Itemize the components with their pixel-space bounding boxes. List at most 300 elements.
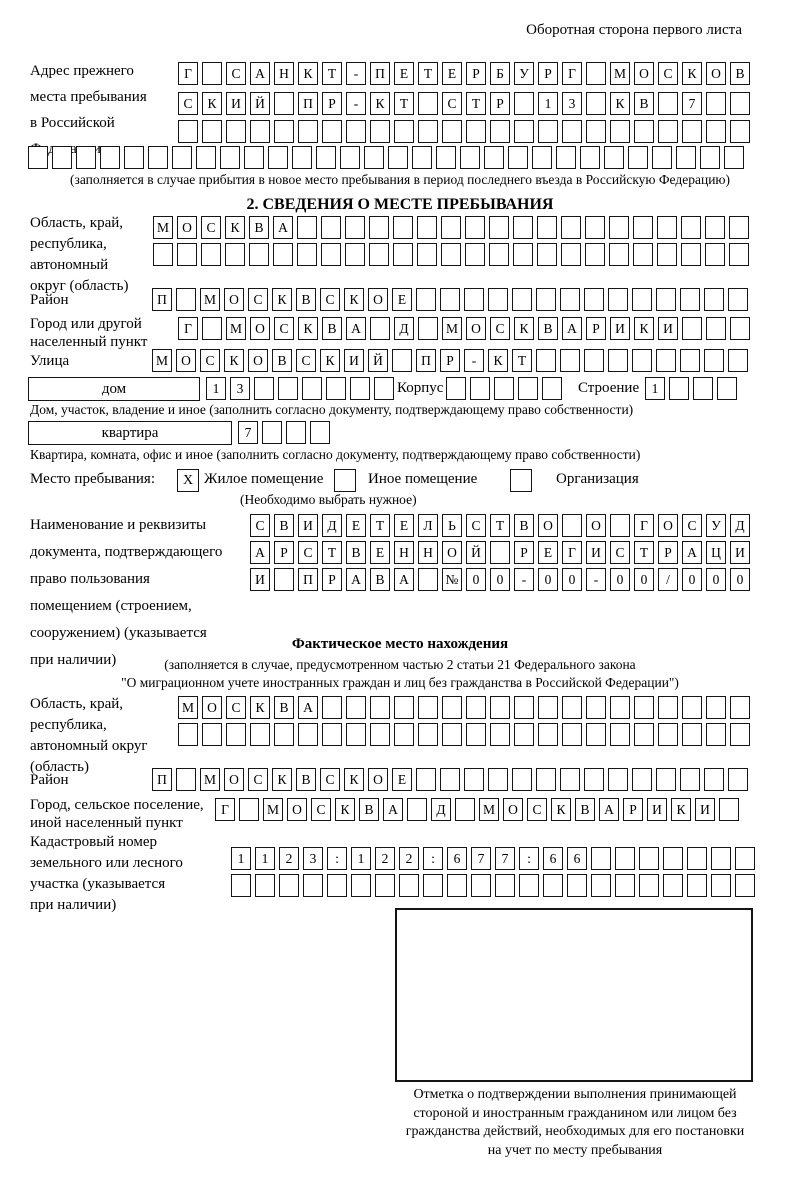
char-cell: А <box>599 798 619 821</box>
char-cell: Т <box>394 92 414 115</box>
char-cell: У <box>706 514 726 537</box>
street-label: Улица <box>30 353 70 369</box>
char-cell: 1 <box>351 847 371 870</box>
char-cell: М <box>152 349 172 372</box>
label-line: республика, <box>30 236 107 252</box>
char-cell <box>610 696 630 719</box>
char-cell <box>658 120 678 143</box>
char-cell <box>634 696 654 719</box>
char-cell: П <box>152 288 172 311</box>
char-cell <box>418 120 438 143</box>
label-line: при наличии) <box>30 652 117 668</box>
char-cell <box>327 874 347 897</box>
char-cell <box>706 120 726 143</box>
city-row <box>178 317 754 340</box>
char-cell: К <box>335 798 355 821</box>
char-cell <box>608 288 628 311</box>
char-cell <box>567 874 587 897</box>
char-cell <box>711 874 731 897</box>
char-cell <box>536 768 556 791</box>
char-cell <box>585 243 605 266</box>
char-cell <box>278 377 298 400</box>
char-cell <box>225 243 245 266</box>
char-cell: : <box>519 847 539 870</box>
document-row-1 <box>250 514 754 537</box>
char-cell <box>658 92 678 115</box>
char-cell <box>394 696 414 719</box>
char-cell <box>202 120 222 143</box>
char-cell <box>460 146 480 169</box>
char-cell: В <box>346 541 366 564</box>
char-cell: Р <box>514 541 534 564</box>
char-cell: К <box>320 349 340 372</box>
char-cell <box>250 120 270 143</box>
char-cell: А <box>298 696 318 719</box>
char-cell <box>350 377 370 400</box>
char-cell <box>303 874 323 897</box>
label-line: стороной и иностранным гражданином или лицом без <box>413 1105 737 1121</box>
char-cell: О <box>586 514 606 537</box>
char-cell <box>632 768 652 791</box>
char-cell <box>700 146 720 169</box>
label-line: Отметка о подтверждении выполнения принимающей <box>413 1087 737 1102</box>
char-cell: К <box>250 696 270 719</box>
char-cell: В <box>514 514 534 537</box>
char-cell <box>416 768 436 791</box>
char-cell <box>28 146 48 169</box>
char-cell <box>442 120 462 143</box>
region-row-2 <box>153 243 753 266</box>
char-cell <box>441 216 461 239</box>
char-cell <box>730 723 750 746</box>
char-cell: И <box>298 514 318 537</box>
actual-district-row <box>152 768 752 791</box>
char-cell: А <box>250 541 270 564</box>
char-cell: Н <box>274 62 294 85</box>
char-cell <box>375 874 395 897</box>
char-cell: / <box>658 568 678 591</box>
char-cell: К <box>671 798 691 821</box>
document-row-2 <box>250 541 754 564</box>
char-cell: О <box>634 62 654 85</box>
char-cell <box>202 317 222 340</box>
char-cell: 1 <box>255 847 275 870</box>
char-cell: Т <box>322 541 342 564</box>
char-cell: - <box>346 62 366 85</box>
char-cell <box>231 874 251 897</box>
page-side-note: Оборотная сторона первого листа <box>526 22 742 38</box>
char-cell <box>279 874 299 897</box>
char-cell <box>440 768 460 791</box>
char-cell <box>542 377 562 400</box>
region-row-1 <box>153 216 753 239</box>
char-cell: К <box>610 92 630 115</box>
char-cell: № <box>442 568 462 591</box>
char-cell <box>561 216 581 239</box>
char-cell: К <box>272 768 292 791</box>
char-cell: К <box>551 798 571 821</box>
char-cell <box>580 146 600 169</box>
char-cell: В <box>296 768 316 791</box>
char-cell: П <box>416 349 436 372</box>
char-cell: 7 <box>238 421 258 444</box>
char-cell <box>711 847 731 870</box>
char-cell <box>706 696 726 719</box>
char-cell: О <box>538 514 558 537</box>
char-cell <box>202 62 222 85</box>
char-cell <box>244 146 264 169</box>
char-cell <box>518 377 538 400</box>
char-cell <box>268 146 288 169</box>
char-cell <box>153 243 173 266</box>
char-cell: Н <box>418 541 438 564</box>
label-line: Город, сельское поселение, <box>30 797 204 813</box>
actual-region-row-1 <box>178 696 754 719</box>
char-cell <box>286 421 306 444</box>
char-cell <box>466 120 486 143</box>
char-cell: Р <box>466 62 486 85</box>
char-cell <box>455 798 475 821</box>
char-cell <box>255 874 275 897</box>
char-cell: А <box>394 568 414 591</box>
char-cell: Й <box>368 349 388 372</box>
char-cell <box>719 798 739 821</box>
label-line: гражданства действий, необходимых для его постановки <box>405 1124 745 1139</box>
char-cell <box>634 120 654 143</box>
char-cell <box>610 723 630 746</box>
char-cell <box>407 798 427 821</box>
char-cell <box>201 243 221 266</box>
char-cell: Е <box>538 541 558 564</box>
prev-address-row-4 <box>28 146 748 169</box>
char-cell <box>728 349 748 372</box>
char-cell <box>196 146 216 169</box>
char-cell <box>470 377 490 400</box>
char-cell: Б <box>490 62 510 85</box>
char-cell: Н <box>394 541 414 564</box>
char-cell: А <box>346 568 366 591</box>
char-cell: К <box>225 216 245 239</box>
char-cell <box>730 92 750 115</box>
char-cell <box>560 768 580 791</box>
char-cell <box>351 874 371 897</box>
char-cell <box>656 768 676 791</box>
char-cell <box>706 317 726 340</box>
char-cell <box>346 120 366 143</box>
organization-checkbox <box>510 469 532 492</box>
char-cell <box>298 723 318 746</box>
char-cell <box>412 146 432 169</box>
cadastral-label <box>30 832 183 916</box>
char-cell: М <box>479 798 499 821</box>
label-line: автономный округ <box>30 738 148 754</box>
char-cell: С <box>250 514 270 537</box>
char-cell: В <box>274 514 294 537</box>
actual-city-row <box>215 798 743 821</box>
char-cell <box>514 92 534 115</box>
char-cell <box>508 146 528 169</box>
char-cell: Р <box>586 317 606 340</box>
char-cell <box>514 696 534 719</box>
label-line: земельного или лесного <box>30 855 183 871</box>
char-cell: Ь <box>442 514 462 537</box>
char-cell <box>728 288 748 311</box>
char-cell <box>254 377 274 400</box>
cadastral-row-2 <box>231 874 759 897</box>
char-cell: М <box>226 317 246 340</box>
char-cell <box>639 847 659 870</box>
char-cell <box>681 243 701 266</box>
char-cell: О <box>177 216 197 239</box>
char-cell <box>52 146 72 169</box>
char-cell <box>394 723 414 746</box>
char-cell <box>297 243 317 266</box>
label-line: на учет по месту пребывания <box>487 1142 663 1158</box>
char-cell: С <box>527 798 547 821</box>
char-cell: С <box>226 696 246 719</box>
actual-district-label: Район <box>30 772 69 788</box>
street-row <box>152 349 752 372</box>
char-cell <box>586 696 606 719</box>
char-cell <box>176 768 196 791</box>
char-cell: Е <box>346 514 366 537</box>
char-cell: Т <box>322 62 342 85</box>
char-cell <box>657 216 677 239</box>
char-cell <box>543 874 563 897</box>
char-cell: Г <box>562 62 582 85</box>
char-cell <box>608 349 628 372</box>
char-cell: С <box>226 62 246 85</box>
char-cell <box>316 146 336 169</box>
char-cell: 7 <box>682 92 702 115</box>
house-note: Дом, участок, владение и иное (заполнить согласно документу, подтверждающему право собственности) <box>30 402 634 417</box>
char-cell <box>418 723 438 746</box>
char-cell: И <box>226 92 246 115</box>
char-cell: Р <box>623 798 643 821</box>
char-cell <box>465 216 485 239</box>
region-label <box>30 213 128 297</box>
char-cell <box>292 146 312 169</box>
char-cell <box>730 120 750 143</box>
char-cell <box>728 768 748 791</box>
char-cell <box>682 317 702 340</box>
char-cell: К <box>682 62 702 85</box>
char-cell: Г <box>178 62 198 85</box>
char-cell <box>562 696 582 719</box>
char-cell <box>394 120 414 143</box>
char-cell: О <box>442 541 462 564</box>
residential-checkbox: X <box>177 469 199 492</box>
char-cell <box>239 798 259 821</box>
char-cell <box>370 723 390 746</box>
char-cell <box>495 874 515 897</box>
char-cell: 0 <box>562 568 582 591</box>
char-cell: Д <box>394 317 414 340</box>
char-cell <box>682 723 702 746</box>
char-cell: 3 <box>303 847 323 870</box>
char-cell <box>392 349 412 372</box>
char-cell <box>274 723 294 746</box>
char-cell <box>273 243 293 266</box>
char-cell <box>680 288 700 311</box>
char-cell: 1 <box>538 92 558 115</box>
char-cell: В <box>274 696 294 719</box>
char-cell: В <box>370 568 390 591</box>
char-cell: Р <box>440 349 460 372</box>
char-cell <box>302 377 322 400</box>
apartment-type-field: квартира <box>28 421 232 445</box>
char-cell: К <box>298 317 318 340</box>
document-row-3 <box>250 568 754 591</box>
char-cell: О <box>503 798 523 821</box>
char-cell: 0 <box>706 568 726 591</box>
char-cell <box>632 288 652 311</box>
char-cell: И <box>610 317 630 340</box>
char-cell <box>536 349 556 372</box>
char-cell: Т <box>512 349 532 372</box>
char-cell: С <box>682 514 702 537</box>
char-cell <box>399 874 419 897</box>
char-cell: К <box>272 288 292 311</box>
char-cell <box>730 317 750 340</box>
char-cell <box>639 874 659 897</box>
char-cell <box>340 146 360 169</box>
char-cell: Р <box>490 92 510 115</box>
char-cell: О <box>224 288 244 311</box>
char-cell <box>633 216 653 239</box>
char-cell: В <box>272 349 292 372</box>
char-cell: П <box>298 92 318 115</box>
char-cell: М <box>442 317 462 340</box>
prev-address-row-1 <box>178 62 754 85</box>
char-cell <box>610 514 630 537</box>
label-line: места пребывания <box>30 89 147 105</box>
char-cell <box>417 216 437 239</box>
char-cell: К <box>224 349 244 372</box>
label-line: Область, край, <box>30 215 124 231</box>
char-cell <box>652 146 672 169</box>
char-cell <box>724 146 744 169</box>
char-cell <box>490 723 510 746</box>
char-cell: В <box>634 92 654 115</box>
char-cell <box>447 874 467 897</box>
char-cell: С <box>490 317 510 340</box>
prev-address-note: (заполняется в случае прибытия в новое место пребывания в период последнего въезда в Российскую Федерацию) <box>69 172 731 187</box>
char-cell <box>370 696 390 719</box>
char-cell <box>705 243 725 266</box>
apartment-number-row <box>238 421 334 444</box>
char-cell: В <box>730 62 750 85</box>
char-cell <box>615 847 635 870</box>
char-cell <box>512 288 532 311</box>
char-cell <box>609 216 629 239</box>
prev-address-row-3 <box>178 120 754 143</box>
char-cell <box>704 288 724 311</box>
stay-type-label: Место пребывания: <box>30 471 155 487</box>
char-cell <box>608 768 628 791</box>
char-cell <box>676 146 696 169</box>
char-cell <box>669 377 689 400</box>
char-cell <box>489 216 509 239</box>
char-cell <box>519 874 539 897</box>
city-label <box>30 315 147 351</box>
char-cell <box>388 146 408 169</box>
char-cell <box>442 723 462 746</box>
char-cell: 1 <box>206 377 226 400</box>
char-cell <box>416 288 436 311</box>
char-cell <box>729 243 749 266</box>
char-cell: В <box>359 798 379 821</box>
char-cell <box>369 216 389 239</box>
char-cell: 2 <box>279 847 299 870</box>
char-cell <box>274 120 294 143</box>
char-cell <box>226 723 246 746</box>
residential-label: Жилое помещение <box>204 471 324 487</box>
char-cell <box>657 243 677 266</box>
char-cell <box>705 216 725 239</box>
char-cell <box>586 62 606 85</box>
label-line: Область, край, <box>30 696 124 712</box>
char-cell: - <box>464 349 484 372</box>
char-cell: : <box>327 847 347 870</box>
char-cell <box>537 243 557 266</box>
char-cell: А <box>250 62 270 85</box>
char-cell <box>717 377 737 400</box>
char-cell <box>321 216 341 239</box>
char-cell: 0 <box>634 568 654 591</box>
char-cell: Ц <box>706 541 726 564</box>
char-cell: А <box>682 541 702 564</box>
char-cell: У <box>514 62 534 85</box>
char-cell <box>656 288 676 311</box>
char-cell: С <box>248 288 268 311</box>
label-line: помещением (строением, <box>30 598 192 614</box>
char-cell <box>274 568 294 591</box>
char-cell <box>561 243 581 266</box>
label-line: участка (указывается <box>30 876 166 892</box>
label-line: документа, подтверждающего <box>30 544 223 560</box>
char-cell: С <box>610 541 630 564</box>
char-cell: М <box>153 216 173 239</box>
char-cell: С <box>311 798 331 821</box>
char-cell <box>560 349 580 372</box>
char-cell <box>538 696 558 719</box>
char-cell: А <box>562 317 582 340</box>
label-line: (область) <box>30 759 89 775</box>
char-cell <box>346 696 366 719</box>
char-cell: И <box>250 568 270 591</box>
char-cell <box>374 377 394 400</box>
label-line: при наличии) <box>30 897 117 913</box>
char-cell <box>730 696 750 719</box>
char-cell <box>682 696 702 719</box>
actual-location-title: Фактическое место нахождения <box>291 636 509 652</box>
char-cell <box>441 243 461 266</box>
char-cell: Т <box>466 92 486 115</box>
char-cell <box>704 768 724 791</box>
char-cell: О <box>250 317 270 340</box>
char-cell: С <box>320 288 340 311</box>
char-cell: 0 <box>490 568 510 591</box>
char-cell <box>436 146 456 169</box>
char-cell <box>345 216 365 239</box>
char-cell: И <box>730 541 750 564</box>
char-cell: М <box>263 798 283 821</box>
char-cell <box>423 874 443 897</box>
char-cell: Т <box>490 514 510 537</box>
char-cell <box>513 216 533 239</box>
confirmation-caption <box>388 1086 762 1160</box>
